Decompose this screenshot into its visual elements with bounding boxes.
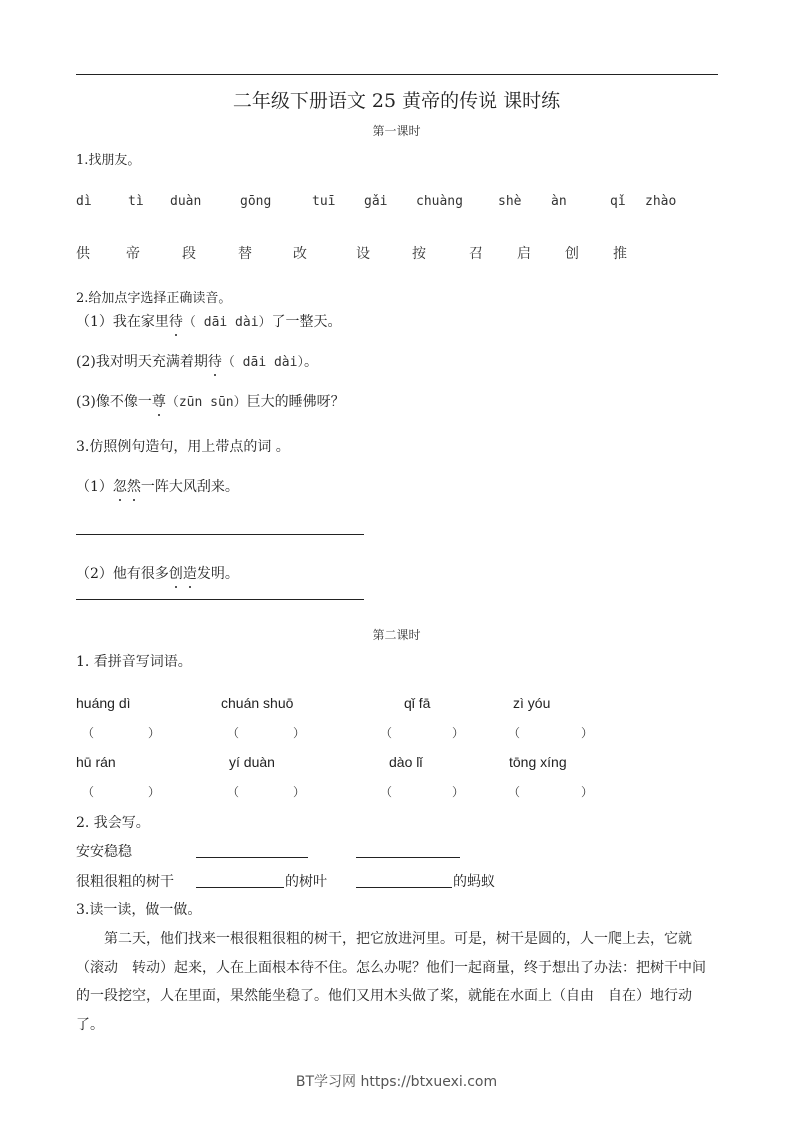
lesson1-heading: 第一课时 [372,124,421,138]
dotted-char: 待 [208,351,222,371]
l1-q3-label: 3.仿照例句造句，用上带点的词 。 [76,439,290,455]
answer-line[interactable] [76,599,364,600]
pinyin-item: duàn [170,194,202,209]
l1-q3-item-2: （2）他有很多创造发明。 [76,563,239,583]
pinyin-item: zhào [645,194,677,209]
l2-q2-mid: 的树叶 [285,874,327,890]
answer-line[interactable] [196,887,284,888]
header-rule [76,74,718,75]
answer-line[interactable] [356,887,452,888]
pinyin-item: gǎi [364,194,388,209]
pinyin-word: zì yóu [513,695,551,711]
l1-q1-label: 1.找朋友。 [76,153,141,168]
pinyin-item: shè [498,194,522,209]
answer-line[interactable] [76,534,364,535]
char-item: 设 [356,246,370,262]
dotted-char: 尊 [152,391,166,411]
l2-q1-label: 1. 看拼音写词语。 [76,654,192,670]
pinyin-item: chuàng [416,194,463,209]
page-title: 二年级下册语文 25 黄帝的传说 课时练 [232,90,561,112]
l1-q3-item-1: （1）忽然一阵大风刮来。 [76,476,239,496]
l2-q2-label: 2. 我会写。 [76,815,150,831]
pinyin-word: tōng xíng [509,754,567,770]
l2-q2-word-1: 安安稳稳 [76,844,132,860]
pinyin-item: tì [128,194,144,209]
pinyin-word: dào lǐ [389,754,423,770]
char-item: 创 [565,246,579,262]
answer-line[interactable] [196,857,308,858]
l2-q3-label: 3.读一读，做一做。 [76,902,202,918]
dotted-char: 待 [169,311,183,331]
char-item: 召 [469,246,483,262]
char-item: 供 [76,246,90,262]
char-item: 推 [613,246,627,262]
pinyin-word: chuán shuō [221,695,294,711]
pinyin-item: àn [551,194,567,209]
char-item: 改 [293,246,307,262]
pinyin-word: hū rán [76,754,116,770]
pinyin-item: tuī [312,194,336,209]
char-item: 按 [412,246,426,262]
l1-q2-item-1: （1）我在家里待（ dāi dài）了一整天。 [76,311,342,331]
lesson2-heading: 第二课时 [372,628,421,642]
l1-q2-item-2: (2)我对明天充满着期待（ dāi dài）。 [76,351,318,371]
pinyin-item: dì [76,194,92,209]
pinyin-item: gōng [240,194,272,209]
l1-q2-item-3: (3)像不像一尊（zūn sūn）巨大的睡佛呀？ [76,391,345,411]
char-item: 帝 [126,246,140,262]
char-item: 替 [238,246,252,262]
pinyin-word: huáng dì [76,695,131,711]
char-item: 启 [517,246,531,262]
footer-watermark: BT学习网 https://btxuexi.com [295,1074,498,1090]
l2-q2-end: 的蚂蚁 [453,874,495,890]
l2-q2-word-2: 很粗很粗的树干 [76,874,174,890]
reading-paragraph: 第二天，他们找来一根很粗很粗的树干，把它放进河里。可是，树干是圆的，人一爬上去，它就（滚动 转动）起来，人在上面根本待不住。怎么办呢？他们一起商量，终于想出了办法：把树干中间的一段挖空，人在里面，果然能坐稳了。他们又用木头做了桨，就能在水面上（自由 自在）地行动了。 [76,931,706,1033]
l1-q2-label: 2.给加点字选择正确读音。 [76,291,232,306]
pinyin-word: qǐ fā [404,695,431,711]
char-item: 段 [182,246,196,262]
pinyin-item: qǐ [610,194,626,209]
answer-line[interactable] [356,857,460,858]
pinyin-word: yí duàn [229,754,275,770]
